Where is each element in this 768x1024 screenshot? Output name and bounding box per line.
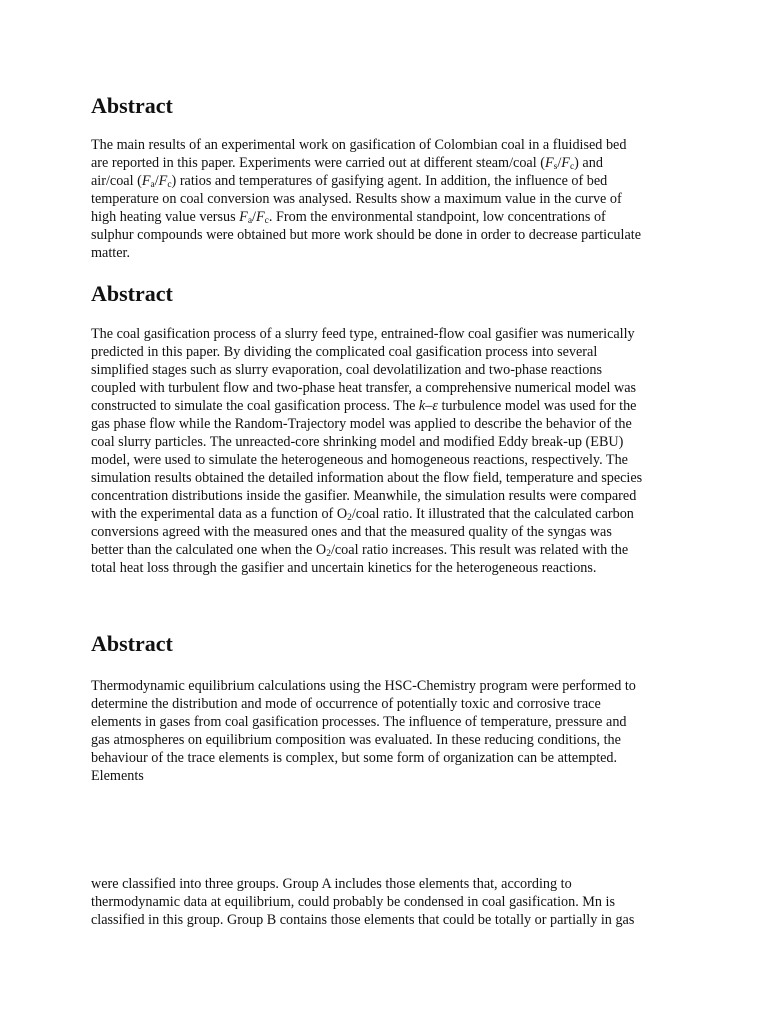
text-line: Thermodynamic equilibrium calculations using the HSC-Chemistry program were performed to xyxy=(91,678,636,694)
text-line: simulation results obtained the detailed information about the flow field, temperature and species xyxy=(91,470,643,486)
section-3-heading: Abstract xyxy=(91,631,173,656)
text-line: gas phase flow while the Random-Trajectory model was applied to describe the behavior of the xyxy=(91,416,632,432)
text-line: elements in gases from coal gasification processes. The influence of temperature, pressure and xyxy=(91,714,627,730)
text-line: Elements xyxy=(91,768,144,784)
text-line: were classified into three groups. Group A includes those elements that, according to xyxy=(91,876,572,892)
text-line: The coal gasification process of a slurry feed type, entrained-flow coal gasifier was numerically xyxy=(91,326,635,342)
text-line: coupled with turbulent flow and two-phase heat transfer, a comprehensive numerical model was xyxy=(91,380,637,396)
text-line: better than the calculated one when the $O_2$/coal ratio increases. This result was related with the xyxy=(91,542,629,559)
text-line: constructed to simulate the coal gasification process. The k–ε turbulence model was used for the xyxy=(91,398,637,414)
text-line: thermodynamic data at equilibrium, could probably be condensed in coal gasification. Mn is xyxy=(91,894,616,910)
text-line: classified in this group. Group B contains those elements that could be totally or partially in gas xyxy=(91,912,635,928)
text-line: with the experimental data as a function of $O_2$/coal ratio. It illustrated that the calculated carbon xyxy=(91,506,634,523)
text-line: model, were used to simulate the heterogeneous and homogeneous reactions, respectively. The xyxy=(91,452,628,468)
text-line: The main results of an experimental work on gasification of Colombian coal in a fluidised bed xyxy=(91,137,627,153)
text-line: high heating value versus $F_a/F_c$. From the environmental standpoint, low concentrations of xyxy=(91,209,606,226)
section-2-abstract xyxy=(91,325,642,577)
text-line: total heat loss through the gasifier and uncertain kinetics for the heterogeneous reactions. xyxy=(91,560,597,576)
text-line: concentration distributions inside the gasifier. Meanwhile, the simulation results were compared xyxy=(91,488,637,504)
text-line: sulphur compounds were obtained but more work should be done in order to decrease particulate xyxy=(91,227,641,243)
section-3-abstract xyxy=(91,677,636,785)
text-line: determine the distribution and mode of occurrence of potentially toxic and corrosive trace xyxy=(91,696,601,712)
text-line: air/coal $(F_a/F_c)$ ratios and temperatures of gasifying agent. In addition, the influence of bed xyxy=(91,173,608,190)
text-line: simplified stages such as slurry evaporation, coal devolatilization and two-phase reactions xyxy=(91,362,602,378)
section-2-heading: Abstract xyxy=(91,281,173,306)
section-1-heading: Abstract xyxy=(91,93,173,118)
section-3-continuation xyxy=(91,875,634,929)
text-line: behaviour of the trace elements is complex, but some form of organization can be attempted. xyxy=(91,750,618,766)
text-line: conversions agreed with the measured ones and that the measured quality of the syngas was xyxy=(91,524,612,540)
text-line: gas atmospheres on equilibrium composition was evaluated. In these reducing conditions, the xyxy=(91,732,621,748)
text-line: matter. xyxy=(91,245,131,261)
section-1-abstract xyxy=(91,136,641,262)
text-line: temperature on coal conversion was analysed. Results show a maximum value in the curve of xyxy=(91,191,622,207)
text-line: coal slurry particles. The unreacted-core shrinking model and modified Eddy break-up (EBU) xyxy=(91,434,624,450)
text-line: are reported in this paper. Experiments were carried out at different steam/coal $(F_s/F_c)$ and xyxy=(91,155,603,172)
text-line: predicted in this paper. By dividing the complicated coal gasification process into several xyxy=(91,344,598,360)
